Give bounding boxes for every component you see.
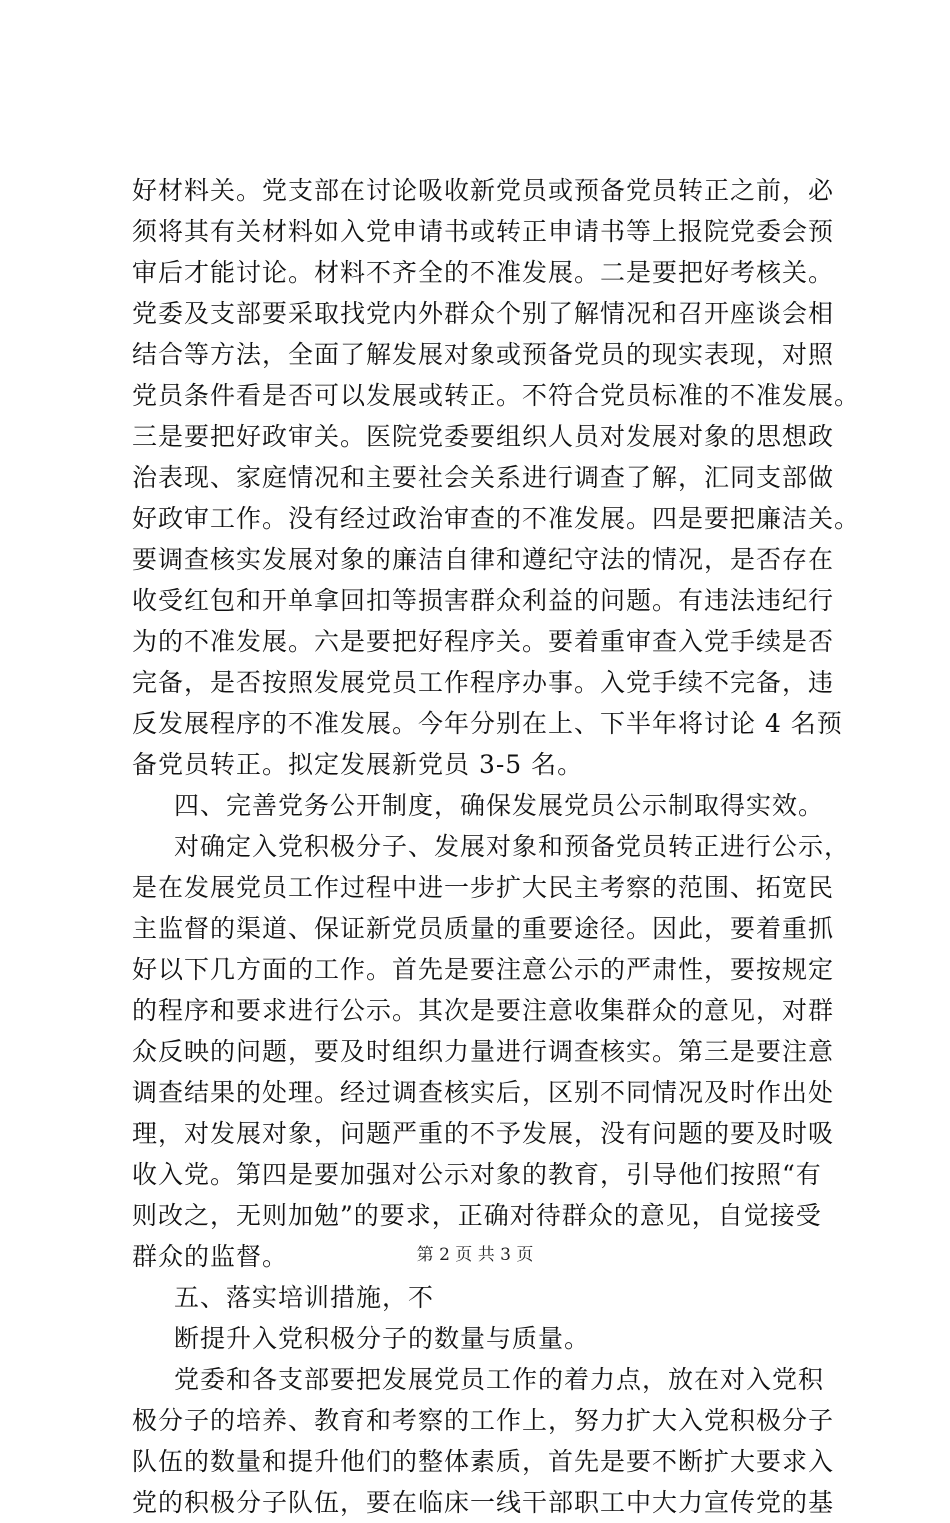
text-line: 主监督的渠道、保证新党员质量的重要途径。因此，要着重抓 (132, 914, 835, 943)
text-line: 要调查核实发展对象的廉洁自律和遵纪守法的情况，是否存在 (132, 545, 835, 574)
text-line: 党的积极分子队伍，要在临床一线干部职工中大力宣传党的基 (132, 1488, 835, 1517)
text-line: 党员条件看是否可以发展或转正。不符合党员标准的不准发展。 (132, 381, 861, 410)
text-line: 好材料关。党支部在讨论吸收新党员或预备党员转正之前，必 (132, 176, 835, 205)
document-body (132, 170, 862, 1523)
text-line: 收入党。第四是要加强对公示对象的教育，引导他们按照“有 (132, 1160, 822, 1189)
text-line: 理，对发展对象，问题严重的不予发展，没有问题的要及时吸 (132, 1119, 835, 1148)
text-line: 党委和各支部要把发展党员工作的着力点，放在对入党积 (174, 1365, 825, 1394)
text-line: 治表现、家庭情况和主要社会关系进行调查了解，汇同支部做 (132, 463, 835, 492)
text-line: 极分子的培养、教育和考察的工作上，努力扩大入党积极分子 (132, 1406, 835, 1435)
text-line: 好政审工作。没有经过政治审查的不准发展。四是要把廉洁关。 (132, 504, 861, 533)
section-heading: 五、落实培训措施，不 (174, 1283, 435, 1312)
text-line: 审后才能讨论。材料不齐全的不准发展。二是要把好考核关。 (132, 258, 835, 287)
text-line: 队伍的数量和提升他们的整体素质，首先是要不断扩大要求入 (132, 1447, 835, 1476)
text-line: 结合等方法，全面了解发展对象或预备党员的现实表现，对照 (132, 340, 835, 369)
text-line: 是在发展党员工作过程中进一步扩大民主考察的范围、拓宽民 (132, 873, 835, 902)
text-line: 备党员转正。拟定发展新党员 3-5 名。 (132, 750, 584, 779)
text-line: 对确定入党积极分子、发展对象和预备党员转正进行公示， (174, 832, 851, 861)
section-heading-continued: 断提升入党积极分子的数量与质量。 (174, 1324, 591, 1353)
text-line: 完备，是否按照发展党员工作程序办事。入党手续不完备，违 (132, 668, 835, 697)
text-line: 的程序和要求进行公示。其次是要注意收集群众的意见，对群 (132, 996, 835, 1025)
text-line: 为的不准发展。六是要把好程序关。要着重审查入党手续是否 (132, 627, 835, 656)
text-line: 须将其有关材料如入党申请书或转正申请书等上报院党委会预 (132, 217, 835, 246)
text-line: 调查结果的处理。经过调查核实后，区别不同情况及时作出处 (132, 1078, 835, 1107)
text-line: 反发展程序的不准发展。今年分别在上、下半年将讨论 4 名预 (132, 709, 843, 738)
section-heading: 四、完善党务公开制度，确保发展党员公示制取得实效。 (174, 791, 825, 820)
text-line: 党委及支部要采取找党内外群众个别了解情况和召开座谈会相 (132, 299, 835, 328)
text-line: 群众的监督。 (132, 1242, 289, 1271)
text-line: 收受红包和开单拿回扣等损害群众利益的问题。有违法违纪行 (132, 586, 835, 615)
text-line: 三是要把好政审关。医院党委要组织人员对发展对象的思想政 (132, 422, 835, 451)
page-footer (0, 1244, 950, 1266)
page-number: 第 2 页 共 3 页 (416, 1245, 534, 1265)
text-line: 众反映的问题，要及时组织力量进行调查核实。第三是要注意 (132, 1037, 835, 1066)
text-line: 好以下几方面的工作。首先是要注意公示的严肃性，要按规定 (132, 955, 835, 984)
text-line: 则改之，无则加勉”的要求，正确对待群众的意见，自觉接受 (132, 1201, 822, 1230)
